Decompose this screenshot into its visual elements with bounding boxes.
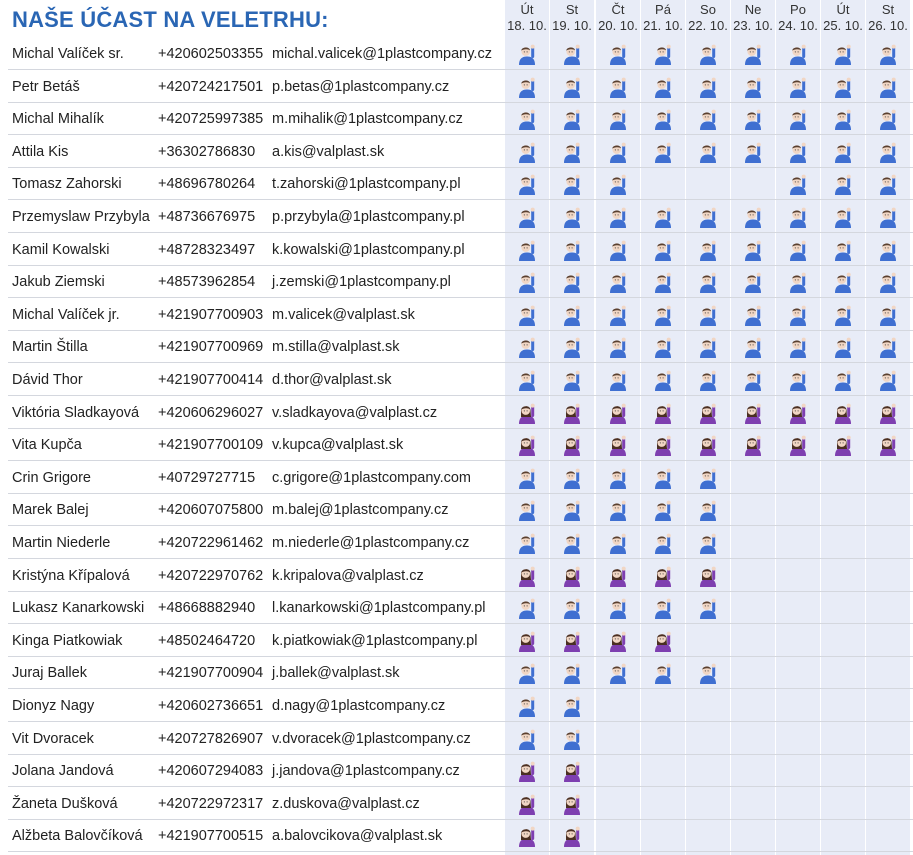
woman-raising-hand-icon	[561, 793, 583, 815]
woman-raising-hand-icon	[742, 402, 764, 424]
man-raising-hand-icon	[516, 76, 538, 98]
person-phone: +421907700903	[158, 306, 264, 323]
table-row	[0, 657, 913, 689]
person-name: Kinga Piatkowiak	[12, 632, 123, 649]
person-email[interactable]: v.sladkayova@valplast.cz	[272, 404, 438, 421]
woman-raising-hand-icon	[516, 760, 538, 782]
person-phone: +420607075800	[158, 502, 264, 519]
person-email[interactable]: d.nagy@1plastcompany.cz	[272, 698, 446, 714]
woman-raising-hand-icon	[832, 434, 854, 456]
man-raising-hand-icon	[877, 108, 899, 130]
man-raising-hand-icon	[832, 76, 854, 98]
person-phone: +48728323497	[158, 241, 256, 258]
table-row	[0, 103, 913, 135]
day-date: 18. 10.	[507, 18, 547, 33]
day-header	[821, 2, 865, 34]
person-email[interactable]: m.niederle@1plastcompany.cz	[272, 535, 470, 551]
man-raising-hand-icon	[742, 336, 764, 358]
day-date: 20. 10.	[598, 18, 638, 33]
person-phone: +420725997385	[158, 111, 264, 128]
man-raising-hand-icon	[787, 271, 809, 293]
table-row	[0, 820, 913, 852]
person-email[interactable]: m.mihalik@1plastcompany.cz	[272, 111, 463, 128]
table-row	[0, 397, 913, 429]
woman-raising-hand-icon	[561, 630, 583, 652]
man-raising-hand-icon	[607, 141, 629, 163]
table-row	[0, 690, 913, 722]
person-phone: +48696780264	[158, 176, 256, 193]
row-divider	[8, 851, 913, 852]
day-name: Pá	[655, 2, 671, 17]
man-raising-hand-icon	[742, 141, 764, 163]
man-raising-hand-icon	[652, 76, 674, 98]
person-name: Dionyz Nagy	[12, 698, 95, 714]
man-raising-hand-icon	[697, 239, 719, 261]
woman-raising-hand-icon	[607, 630, 629, 652]
man-raising-hand-icon	[877, 336, 899, 358]
woman-raising-hand-icon	[697, 402, 719, 424]
person-phone: +420602503355	[158, 46, 264, 62]
man-raising-hand-icon	[607, 532, 629, 554]
woman-raising-hand-icon	[516, 565, 538, 587]
man-raising-hand-icon	[832, 369, 854, 391]
person-phone: +420722972317	[158, 795, 264, 812]
man-raising-hand-icon	[787, 206, 809, 228]
man-raising-hand-icon	[607, 597, 629, 619]
woman-raising-hand-icon	[561, 434, 583, 456]
person-name: Michal Mihalík	[12, 111, 104, 128]
man-raising-hand-icon	[652, 597, 674, 619]
day-date: 19. 10.	[552, 18, 592, 33]
day-header	[776, 2, 820, 34]
person-email[interactable]: z.duskova@valplast.cz	[272, 795, 420, 812]
person-phone: +420724217501	[158, 78, 264, 95]
man-raising-hand-icon	[516, 336, 538, 358]
person-phone: +421907700414	[158, 372, 264, 388]
man-raising-hand-icon	[607, 173, 629, 195]
person-email[interactable]: d.thor@valplast.sk	[272, 372, 392, 388]
day-date: 22. 10.	[688, 18, 728, 33]
day-header	[505, 2, 549, 34]
day-date: 25. 10.	[823, 18, 863, 33]
person-email[interactable]: k.kowalski@1plastcompany.pl	[272, 241, 465, 258]
person-phone: +420607294083	[158, 763, 264, 780]
person-email[interactable]: k.kripalova@valplast.cz	[272, 567, 424, 584]
person-phone: +420606296027	[158, 404, 264, 421]
table-row	[0, 494, 913, 526]
man-raising-hand-icon	[697, 43, 719, 65]
table-row	[0, 723, 913, 755]
man-raising-hand-icon	[561, 304, 583, 326]
man-raising-hand-icon	[516, 728, 538, 750]
man-raising-hand-icon	[787, 141, 809, 163]
woman-raising-hand-icon	[877, 402, 899, 424]
person-name: Kamil Kowalski	[12, 241, 110, 258]
man-raising-hand-icon	[516, 239, 538, 261]
man-raising-hand-icon	[516, 43, 538, 65]
man-raising-hand-icon	[742, 43, 764, 65]
man-raising-hand-icon	[516, 532, 538, 554]
day-name: Čt	[611, 2, 625, 17]
man-raising-hand-icon	[607, 336, 629, 358]
man-raising-hand-icon	[742, 108, 764, 130]
man-raising-hand-icon	[561, 108, 583, 130]
man-raising-hand-icon	[697, 597, 719, 619]
person-name: Petr Betáš	[12, 78, 80, 95]
person-name: Jolana Jandová	[12, 763, 114, 780]
woman-raising-hand-icon	[607, 434, 629, 456]
table-row	[0, 201, 913, 233]
table-row	[0, 299, 913, 331]
man-raising-hand-icon	[697, 499, 719, 521]
person-email[interactable]: k.piatkowiak@1plastcompany.pl	[272, 632, 478, 649]
man-raising-hand-icon	[832, 108, 854, 130]
person-name: Martin Niederle	[12, 535, 111, 551]
day-header	[686, 2, 730, 34]
man-raising-hand-icon	[742, 369, 764, 391]
woman-raising-hand-icon	[787, 434, 809, 456]
person-name: Dávid Thor	[12, 372, 83, 388]
man-raising-hand-icon	[652, 141, 674, 163]
man-raising-hand-icon	[742, 76, 764, 98]
person-name: Vita Kupča	[12, 437, 82, 454]
man-raising-hand-icon	[832, 43, 854, 65]
table-row	[0, 429, 913, 461]
man-raising-hand-icon	[607, 43, 629, 65]
person-email[interactable]: j.ballek@valplast.sk	[272, 665, 400, 682]
person-email[interactable]: v.dvoracek@1plastcompany.cz	[272, 730, 471, 747]
person-name: Attila Kis	[12, 143, 69, 160]
man-raising-hand-icon	[516, 206, 538, 228]
man-raising-hand-icon	[516, 695, 538, 717]
person-phone: +40729727715	[158, 469, 256, 486]
woman-raising-hand-icon	[652, 630, 674, 652]
man-raising-hand-icon	[877, 76, 899, 98]
person-email[interactable]: c.grigore@1plastcompany.com	[272, 469, 472, 486]
man-raising-hand-icon	[607, 239, 629, 261]
table-row	[0, 331, 913, 363]
man-raising-hand-icon	[607, 304, 629, 326]
man-raising-hand-icon	[742, 271, 764, 293]
man-raising-hand-icon	[877, 173, 899, 195]
man-raising-hand-icon	[787, 369, 809, 391]
woman-raising-hand-icon	[561, 825, 583, 847]
man-raising-hand-icon	[787, 108, 809, 130]
person-phone: +420722961462	[158, 535, 264, 551]
man-raising-hand-icon	[652, 239, 674, 261]
person-name: Kristýna Křípalová	[12, 567, 130, 584]
man-raising-hand-icon	[607, 499, 629, 521]
person-phone: +48668882940	[158, 600, 256, 617]
table-row	[0, 527, 913, 559]
man-raising-hand-icon	[516, 499, 538, 521]
man-raising-hand-icon	[697, 304, 719, 326]
man-raising-hand-icon	[607, 467, 629, 489]
person-phone: +420602736651	[158, 698, 264, 714]
person-name: Przemyslaw Przybyla	[12, 209, 150, 225]
man-raising-hand-icon	[877, 206, 899, 228]
man-raising-hand-icon	[742, 239, 764, 261]
man-raising-hand-icon	[561, 499, 583, 521]
person-name: Michal Valíček jr.	[12, 306, 120, 323]
person-phone: +48736676975	[158, 209, 256, 225]
woman-raising-hand-icon	[516, 402, 538, 424]
man-raising-hand-icon	[697, 76, 719, 98]
man-raising-hand-icon	[652, 206, 674, 228]
person-email[interactable]: a.balovcikova@valplast.sk	[272, 828, 443, 845]
man-raising-hand-icon	[877, 271, 899, 293]
man-raising-hand-icon	[516, 304, 538, 326]
day-header	[731, 2, 775, 34]
man-raising-hand-icon	[787, 43, 809, 65]
person-name: Juraj Ballek	[12, 665, 87, 682]
man-raising-hand-icon	[787, 76, 809, 98]
man-raising-hand-icon	[607, 108, 629, 130]
woman-raising-hand-icon	[561, 402, 583, 424]
woman-raising-hand-icon	[516, 630, 538, 652]
person-email[interactable]: j.jandova@1plastcompany.cz	[272, 763, 460, 780]
person-name: Viktória Sladkayová	[12, 404, 140, 421]
day-name: Út	[836, 2, 850, 17]
man-raising-hand-icon	[607, 369, 629, 391]
woman-raising-hand-icon	[561, 760, 583, 782]
woman-raising-hand-icon	[697, 434, 719, 456]
man-raising-hand-icon	[832, 173, 854, 195]
person-name: Michal Valíček sr.	[12, 46, 124, 62]
person-email[interactable]: m.stilla@valplast.sk	[272, 339, 400, 356]
person-name: Jakub Ziemski	[12, 274, 105, 291]
woman-raising-hand-icon	[742, 434, 764, 456]
man-raising-hand-icon	[742, 304, 764, 326]
man-raising-hand-icon	[877, 304, 899, 326]
man-raising-hand-icon	[832, 206, 854, 228]
person-phone: +421907700969	[158, 339, 264, 356]
table-row	[0, 71, 913, 103]
person-email[interactable]: v.kupca@valplast.sk	[272, 437, 404, 454]
man-raising-hand-icon	[787, 173, 809, 195]
person-name: Marek Balej	[12, 502, 89, 519]
day-name: Út	[520, 2, 534, 17]
man-raising-hand-icon	[561, 532, 583, 554]
man-raising-hand-icon	[877, 141, 899, 163]
woman-raising-hand-icon	[607, 402, 629, 424]
day-name: Po	[790, 2, 806, 17]
table-row	[0, 136, 913, 168]
person-email[interactable]: t.zahorski@1plastcompany.pl	[272, 176, 461, 193]
table-row	[0, 38, 913, 70]
man-raising-hand-icon	[652, 532, 674, 554]
woman-raising-hand-icon	[516, 434, 538, 456]
person-phone: +421907700904	[158, 665, 264, 682]
day-name: Ne	[744, 2, 762, 17]
day-header	[866, 2, 910, 34]
man-raising-hand-icon	[561, 467, 583, 489]
man-raising-hand-icon	[697, 141, 719, 163]
person-name: Crin Grigore	[12, 469, 91, 486]
table-row	[0, 625, 913, 657]
day-header	[550, 2, 594, 34]
table-row	[0, 592, 913, 624]
man-raising-hand-icon	[697, 662, 719, 684]
person-phone: +48502464720	[158, 632, 256, 649]
man-raising-hand-icon	[832, 304, 854, 326]
table-row	[0, 168, 913, 200]
woman-raising-hand-icon	[832, 402, 854, 424]
man-raising-hand-icon	[652, 467, 674, 489]
man-raising-hand-icon	[561, 662, 583, 684]
man-raising-hand-icon	[561, 43, 583, 65]
man-raising-hand-icon	[877, 369, 899, 391]
day-header	[596, 2, 640, 34]
man-raising-hand-icon	[652, 304, 674, 326]
woman-raising-hand-icon	[516, 825, 538, 847]
man-raising-hand-icon	[516, 369, 538, 391]
woman-raising-hand-icon	[652, 402, 674, 424]
man-raising-hand-icon	[652, 662, 674, 684]
man-raising-hand-icon	[697, 336, 719, 358]
man-raising-hand-icon	[697, 532, 719, 554]
man-raising-hand-icon	[516, 271, 538, 293]
woman-raising-hand-icon	[652, 434, 674, 456]
person-email[interactable]: michal.valicek@1plastcompany.cz	[272, 46, 492, 62]
man-raising-hand-icon	[607, 206, 629, 228]
man-raising-hand-icon	[561, 695, 583, 717]
person-phone: +421907700515	[158, 828, 264, 845]
day-date: 21. 10.	[643, 18, 683, 33]
table-row	[0, 234, 913, 266]
woman-raising-hand-icon	[516, 793, 538, 815]
person-email[interactable]: j.zemski@1plastcompany.pl	[272, 274, 451, 291]
woman-raising-hand-icon	[787, 402, 809, 424]
man-raising-hand-icon	[832, 141, 854, 163]
man-raising-hand-icon	[561, 728, 583, 750]
day-date: 24. 10.	[778, 18, 818, 33]
day-date: 26. 10.	[868, 18, 908, 33]
table-row	[0, 560, 913, 592]
table-row	[0, 462, 913, 494]
person-name: Tomasz Zahorski	[12, 176, 122, 193]
man-raising-hand-icon	[561, 336, 583, 358]
man-raising-hand-icon	[561, 271, 583, 293]
man-raising-hand-icon	[561, 141, 583, 163]
man-raising-hand-icon	[787, 304, 809, 326]
person-name: Lukasz Kanarkowski	[12, 600, 145, 617]
woman-raising-hand-icon	[652, 565, 674, 587]
person-email[interactable]: p.przybyla@1plastcompany.pl	[272, 209, 465, 225]
day-name: So	[700, 2, 716, 17]
man-raising-hand-icon	[516, 467, 538, 489]
man-raising-hand-icon	[697, 108, 719, 130]
person-name: Alžbeta Balovčíková	[12, 828, 143, 845]
man-raising-hand-icon	[652, 43, 674, 65]
man-raising-hand-icon	[516, 173, 538, 195]
table-row	[0, 364, 913, 396]
person-phone: +420722970762	[158, 567, 264, 584]
man-raising-hand-icon	[697, 271, 719, 293]
man-raising-hand-icon	[652, 336, 674, 358]
page-title: NAŠE ÚČAST NA VELETRHU:	[12, 7, 329, 32]
man-raising-hand-icon	[832, 271, 854, 293]
man-raising-hand-icon	[652, 369, 674, 391]
man-raising-hand-icon	[561, 76, 583, 98]
man-raising-hand-icon	[516, 108, 538, 130]
man-raising-hand-icon	[561, 206, 583, 228]
man-raising-hand-icon	[516, 662, 538, 684]
woman-raising-hand-icon	[697, 565, 719, 587]
man-raising-hand-icon	[516, 141, 538, 163]
person-email[interactable]: m.balej@1plastcompany.cz	[272, 502, 449, 519]
person-name: Vit Dvoracek	[12, 730, 94, 747]
day-name: St	[881, 2, 895, 17]
man-raising-hand-icon	[561, 369, 583, 391]
person-phone: +420727826907	[158, 730, 264, 747]
man-raising-hand-icon	[652, 499, 674, 521]
person-email[interactable]: p.betas@1plastcompany.cz	[272, 78, 450, 95]
man-raising-hand-icon	[561, 173, 583, 195]
man-raising-hand-icon	[787, 239, 809, 261]
man-raising-hand-icon	[877, 239, 899, 261]
person-name: Žaneta Dušková	[12, 795, 118, 812]
man-raising-hand-icon	[832, 336, 854, 358]
man-raising-hand-icon	[652, 108, 674, 130]
man-raising-hand-icon	[607, 76, 629, 98]
man-raising-hand-icon	[697, 467, 719, 489]
person-email[interactable]: a.kis@valplast.sk	[272, 143, 385, 160]
person-phone: +36302786830	[158, 143, 256, 160]
man-raising-hand-icon	[652, 271, 674, 293]
man-raising-hand-icon	[561, 239, 583, 261]
man-raising-hand-icon	[697, 369, 719, 391]
person-phone: +421907700109	[158, 437, 264, 454]
table-row	[0, 266, 913, 298]
man-raising-hand-icon	[607, 662, 629, 684]
person-name: Martin Štilla	[12, 339, 88, 356]
man-raising-hand-icon	[561, 597, 583, 619]
man-raising-hand-icon	[832, 239, 854, 261]
woman-raising-hand-icon	[561, 565, 583, 587]
woman-raising-hand-icon	[607, 565, 629, 587]
man-raising-hand-icon	[516, 597, 538, 619]
day-name: St	[565, 2, 579, 17]
table-row	[0, 788, 913, 820]
man-raising-hand-icon	[607, 271, 629, 293]
person-phone: +48573962854	[158, 274, 256, 291]
man-raising-hand-icon	[787, 336, 809, 358]
man-raising-hand-icon	[697, 206, 719, 228]
person-email[interactable]: m.valicek@valplast.sk	[272, 306, 415, 323]
person-email[interactable]: l.kanarkowski@1plastcompany.pl	[272, 600, 486, 617]
day-date: 23. 10.	[733, 18, 773, 33]
day-header	[641, 2, 685, 34]
man-raising-hand-icon	[742, 206, 764, 228]
woman-raising-hand-icon	[877, 434, 899, 456]
man-raising-hand-icon	[877, 43, 899, 65]
table-row	[0, 755, 913, 787]
